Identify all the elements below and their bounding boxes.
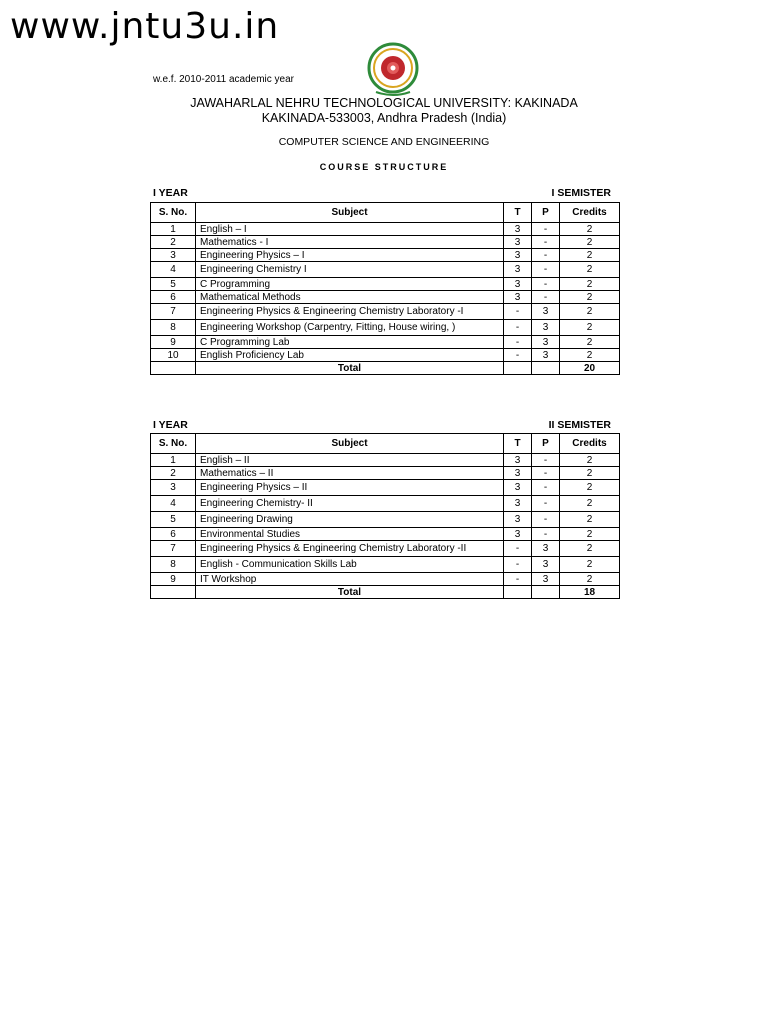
row-p: - xyxy=(532,512,560,528)
site-watermark: www.jntu3u.in xyxy=(10,6,280,47)
row-p: - xyxy=(532,249,560,262)
row-t: - xyxy=(504,557,532,573)
table-header-row xyxy=(151,434,620,454)
header-sno: S. No. xyxy=(151,203,196,223)
row-subject: Mathematics - I xyxy=(196,236,504,249)
row-credits: 2 xyxy=(560,557,620,573)
row-t: - xyxy=(504,349,532,362)
table-row xyxy=(151,291,620,304)
header-t: T xyxy=(504,434,532,454)
row-p: - xyxy=(532,278,560,291)
row-p: - xyxy=(532,496,560,512)
row-t: - xyxy=(504,336,532,349)
row-subject: Engineering Physics – II xyxy=(196,480,504,496)
header-credits: Credits xyxy=(560,434,620,454)
header-t: T xyxy=(504,203,532,223)
row-subject: Engineering Physics – I xyxy=(196,249,504,262)
row-subject: Engineering Physics & Engineering Chemistry Laboratory -I xyxy=(196,304,504,320)
table-row xyxy=(151,512,620,528)
row-sno: 4 xyxy=(151,496,196,512)
table-row xyxy=(151,573,620,586)
table-row xyxy=(151,278,620,291)
row-credits: 2 xyxy=(560,236,620,249)
row-p: 3 xyxy=(532,541,560,557)
sem2-year-label: I YEAR xyxy=(153,419,188,431)
row-subject: Engineering Workshop (Carpentry, Fitting, House wiring, ) xyxy=(196,320,504,336)
header-subject: Subject xyxy=(196,434,504,454)
total-credits: 18 xyxy=(560,586,620,599)
row-p: 3 xyxy=(532,320,560,336)
row-sno: 6 xyxy=(151,528,196,541)
row-subject: C Programming Lab xyxy=(196,336,504,349)
row-t: 3 xyxy=(504,454,532,467)
table-row xyxy=(151,262,620,278)
header-credits: Credits xyxy=(560,203,620,223)
row-credits: 2 xyxy=(560,512,620,528)
row-t: 3 xyxy=(504,528,532,541)
table-row xyxy=(151,223,620,236)
row-t: 3 xyxy=(504,262,532,278)
row-p: 3 xyxy=(532,573,560,586)
university-name: JAWAHARLAL NEHRU TECHNOLOGICAL UNIVERSITY: KAKINADA xyxy=(190,96,578,110)
table-header-row xyxy=(151,203,620,223)
row-p: - xyxy=(532,467,560,480)
row-t: 3 xyxy=(504,236,532,249)
row-sno: 2 xyxy=(151,467,196,480)
row-sno: 1 xyxy=(151,454,196,467)
row-p: 3 xyxy=(532,557,560,573)
row-t: 3 xyxy=(504,223,532,236)
row-sno: 4 xyxy=(151,262,196,278)
row-credits: 2 xyxy=(560,262,620,278)
row-sno: 3 xyxy=(151,249,196,262)
row-sno: 8 xyxy=(151,320,196,336)
table-row xyxy=(151,467,620,480)
row-p: 3 xyxy=(532,349,560,362)
header-subject: Subject xyxy=(196,203,504,223)
total-p-empty xyxy=(532,586,560,599)
row-p: - xyxy=(532,454,560,467)
row-p: - xyxy=(532,528,560,541)
row-credits: 2 xyxy=(560,223,620,236)
row-t: 3 xyxy=(504,496,532,512)
row-t: - xyxy=(504,573,532,586)
semester-1-table xyxy=(150,202,620,375)
row-p: 3 xyxy=(532,336,560,349)
header-p: P xyxy=(532,434,560,454)
row-sno: 1 xyxy=(151,223,196,236)
row-credits: 2 xyxy=(560,480,620,496)
row-sno: 7 xyxy=(151,304,196,320)
row-sno: 2 xyxy=(151,236,196,249)
table-row xyxy=(151,349,620,362)
row-credits: 2 xyxy=(560,304,620,320)
row-sno: 7 xyxy=(151,541,196,557)
total-row xyxy=(151,586,620,599)
sem1-semester-label: I SEMISTER xyxy=(551,187,611,199)
row-subject: Engineering Drawing xyxy=(196,512,504,528)
table-row xyxy=(151,480,620,496)
row-credits: 2 xyxy=(560,320,620,336)
row-subject: English – I xyxy=(196,223,504,236)
row-t: - xyxy=(504,541,532,557)
row-p: - xyxy=(532,480,560,496)
row-t: 3 xyxy=(504,512,532,528)
row-sno: 3 xyxy=(151,480,196,496)
row-t: 3 xyxy=(504,480,532,496)
total-credits: 20 xyxy=(560,362,620,375)
total-p-empty xyxy=(532,362,560,375)
row-t: 3 xyxy=(504,249,532,262)
table-row xyxy=(151,320,620,336)
row-credits: 2 xyxy=(560,349,620,362)
row-subject: IT Workshop xyxy=(196,573,504,586)
row-credits: 2 xyxy=(560,249,620,262)
table-row xyxy=(151,496,620,512)
row-p: - xyxy=(532,223,560,236)
header-sno: S. No. xyxy=(151,434,196,454)
header-p: P xyxy=(532,203,560,223)
row-credits: 2 xyxy=(560,528,620,541)
row-p: 3 xyxy=(532,304,560,320)
table-row xyxy=(151,236,620,249)
row-sno: 9 xyxy=(151,573,196,586)
row-sno: 5 xyxy=(151,512,196,528)
row-t: - xyxy=(504,320,532,336)
sem1-year-label: I YEAR xyxy=(153,187,188,199)
total-sno-empty xyxy=(151,586,196,599)
row-subject: Environmental Studies xyxy=(196,528,504,541)
effective-year-note: w.e.f. 2010-2011 academic year xyxy=(153,74,295,85)
row-credits: 2 xyxy=(560,454,620,467)
semester-2-table xyxy=(150,433,620,599)
table-row xyxy=(151,249,620,262)
sem2-semester-label: II SEMISTER xyxy=(548,419,611,431)
row-credits: 2 xyxy=(560,541,620,557)
total-label: Total xyxy=(196,362,504,375)
row-subject: English – II xyxy=(196,454,504,467)
row-p: - xyxy=(532,262,560,278)
row-subject: Engineering Chemistry I xyxy=(196,262,504,278)
row-t: 3 xyxy=(504,291,532,304)
row-credits: 2 xyxy=(560,278,620,291)
row-credits: 2 xyxy=(560,573,620,586)
row-subject: Mathematical Methods xyxy=(196,291,504,304)
row-t: 3 xyxy=(504,467,532,480)
table-row xyxy=(151,528,620,541)
total-label: Total xyxy=(196,586,504,599)
row-subject: Engineering Physics & Engineering Chemistry Laboratory -II xyxy=(196,541,504,557)
total-sno-empty xyxy=(151,362,196,375)
row-credits: 2 xyxy=(560,496,620,512)
total-t-empty xyxy=(504,586,532,599)
table-row xyxy=(151,454,620,467)
row-sno: 9 xyxy=(151,336,196,349)
table-row xyxy=(151,541,620,557)
row-credits: 2 xyxy=(560,467,620,480)
row-p: - xyxy=(532,291,560,304)
row-subject: English Proficiency Lab xyxy=(196,349,504,362)
row-subject: Mathematics – II xyxy=(196,467,504,480)
row-t: - xyxy=(504,304,532,320)
total-row xyxy=(151,362,620,375)
row-credits: 2 xyxy=(560,291,620,304)
row-credits: 2 xyxy=(560,336,620,349)
row-t: 3 xyxy=(504,278,532,291)
course-structure-heading: COURSE STRUCTURE xyxy=(319,162,449,172)
table-row xyxy=(151,336,620,349)
row-sno: 5 xyxy=(151,278,196,291)
total-t-empty xyxy=(504,362,532,375)
row-sno: 6 xyxy=(151,291,196,304)
row-subject: Engineering Chemistry- II xyxy=(196,496,504,512)
row-subject: English - Communication Skills Lab xyxy=(196,557,504,573)
table-row xyxy=(151,304,620,320)
table-row xyxy=(151,557,620,573)
row-sno: 8 xyxy=(151,557,196,573)
department-title: COMPUTER SCIENCE AND ENGINEERING xyxy=(278,136,490,148)
university-address: KAKINADA-533003, Andhra Pradesh (India) xyxy=(261,111,507,125)
row-sno: 10 xyxy=(151,349,196,362)
row-subject: C Programming xyxy=(196,278,504,291)
row-p: - xyxy=(532,236,560,249)
university-logo-icon xyxy=(366,42,420,98)
